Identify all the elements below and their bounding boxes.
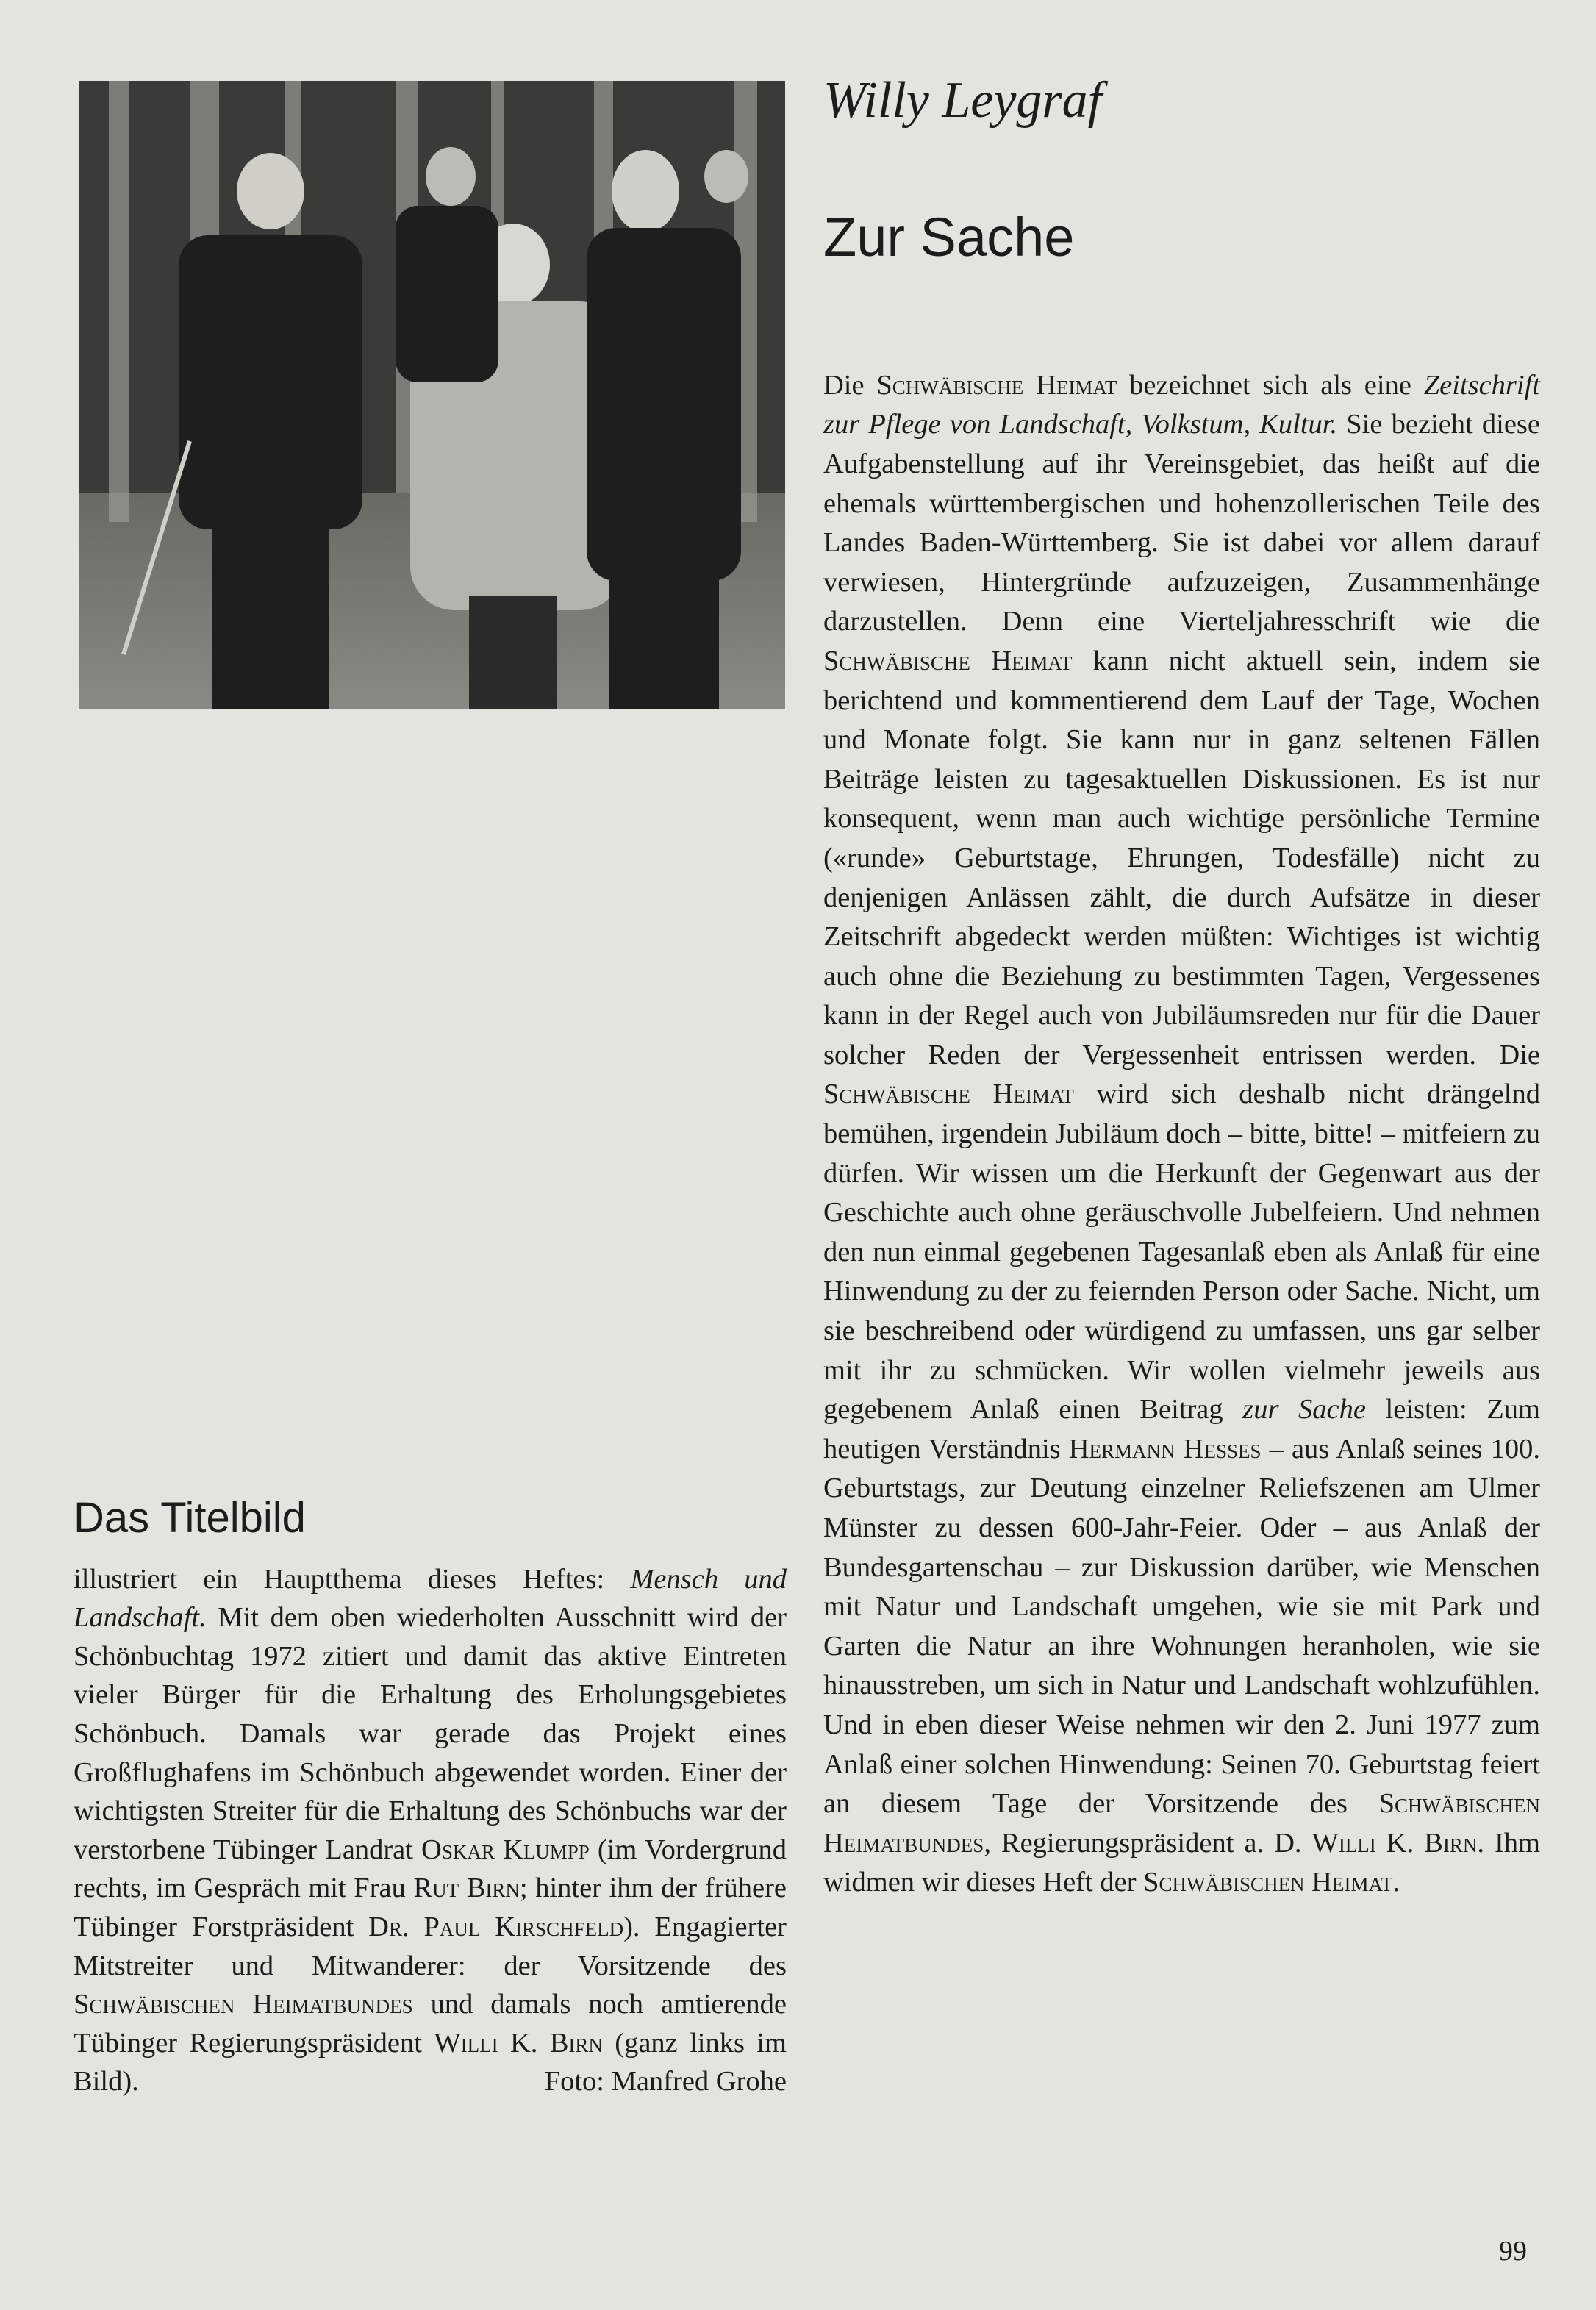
caption-text: illustriert ein Hauptthema dieses Heftes: Mensch und Landschaft. Mit dem oben wiederholten Ausschnitt wird der Schönbuchtag 1972 zitiert und damit das aktive Eintreten vieler Bürger für die Erhaltung des Erholungsgebietes Schönbuch. Damals war gerade das Projekt eines Großflughafens im Schönbuch abgewendet worden. Einer der wichtigsten Streiter für die Erhaltung des Schönbuchs war der verstorbene Tübinger Landrat Oskar Klumpp (im Vordergrund rechts, im Gespräch mit Frau Rut Birn; hinter ihm der frühere Tübinger Forstpräsident Dr. Paul Kirschfeld). Engagierter Mitstreiter und Mitwanderer: der Vorsitzende des Schwäbischen Heimatbundes und damals noch amtierende Tübinger Regierungspräsident Willi K. Birn (ganz links im <box>74 1563 787 2059</box>
page-number: 99 <box>1499 2236 1527 2267</box>
article-title: Zur Sache <box>823 207 1075 268</box>
title-photo <box>79 81 785 709</box>
article-column <box>823 70 1540 1903</box>
caption-last-line <box>74 2062 787 2101</box>
photo-credit: Foto: Manfred Grohe <box>544 2066 787 2098</box>
caption-last-word: Bild). <box>74 2066 139 2098</box>
article-body: Die Schwäbische Heimat bezeichnet sich als eine Zeitschrift zur Pflege von Landschaft, Volkstum, Kultur. Sie bezieht diese Aufgabenstellung auf ihr Vereinsgebiet, das heißt auf die ehemals württembergischen und hohenzollerischen Teile des Landes Baden-Württemberg. Sie ist dabei vor allem darauf verwiesen, Hintergründe aufzuzeigen, Zusammenhänge darzustellen. Denn eine Vierteljahresschrift wie die Schwäbische Heimat kann nicht aktuell sein, indem sie berichtend und kommentierend dem Lauf der Tage, Wochen und Monate folgt. Sie kann nur in ganz seltenen Fällen Beiträge leisten zu tagesaktuellen Diskussionen. Es ist nur konsequent, wenn man auch wichtige persönliche Termine («runde» Geburtstage, Ehrungen, Todesfälle) nicht zu denjenigen Anlässen zählt, die durch Aufsätze in dieser Zeitschrift abgedeckt werden müßten: Wichtiges ist wichtig auch ohne die Beziehung zu bestimmten Tagen, Vergessenes kann in der Regel auch von Jubiläumsreden nur für die Dauer solcher Reden der Vergessenheit entrissen werden. Die Schwäbische Heimat wird sich deshalb nicht drängelnd bemühen, irgendein Jubiläum doch – bitte, bitte! – mitfeiern zu dürfen. Wir wissen um die Herkunft der Gegenwart aus der Geschichte auch ohne geräuschvolle Jubelfeiern. Und nehmen den nun einmal gegebenen Tagesanlaß eben als Anlaß für eine Hinwendung zu der zu feiernden Person oder Sache. Nicht, um sie beschreibend oder würdigend zu umfassen, uns gar selber mit ihr zu schmücken. Wir wollen vielmehr jeweils aus gegebenem Anlaß einen Beitrag zur Sache leisten: Zum heutigen Verständnis Hermann Hesses – aus Anlaß seines 100. Geburtstags, zur Deutung einzelner Reliefszenen am Ulmer Münster zu dessen 600-Jahr-Feier. Oder – aus Anlaß der Bundesgartenschau – zur Diskussion darüber, wie Menschen mit Natur und Landschaft umgehen, wie sie mit Park und Garten die Natur an ihre Wohnungen heranholen, wie sie hinausstreben, um sich in Natur und Landschaft wohlzufühlen. Und in eben dieser Weise nehmen wir den 2. Juni 1977 zum Anlaß einer solchen Hinwendung: Seinen 70. Geburtstag feiert an diesem Tage der Vorsitzende des Schwäbischen Heimatbundes, Regierungspräsident a. D. Willi K. Birn. Ihm widmen wir dieses Heft der Schwäbischen Heimat. <box>823 369 1540 1898</box>
forest-walk-photo <box>79 81 785 709</box>
author-name: Willy Leygraf <box>823 72 1103 129</box>
caption-column <box>74 1492 787 2101</box>
caption-heading: Das Titelbild <box>74 1494 306 1542</box>
